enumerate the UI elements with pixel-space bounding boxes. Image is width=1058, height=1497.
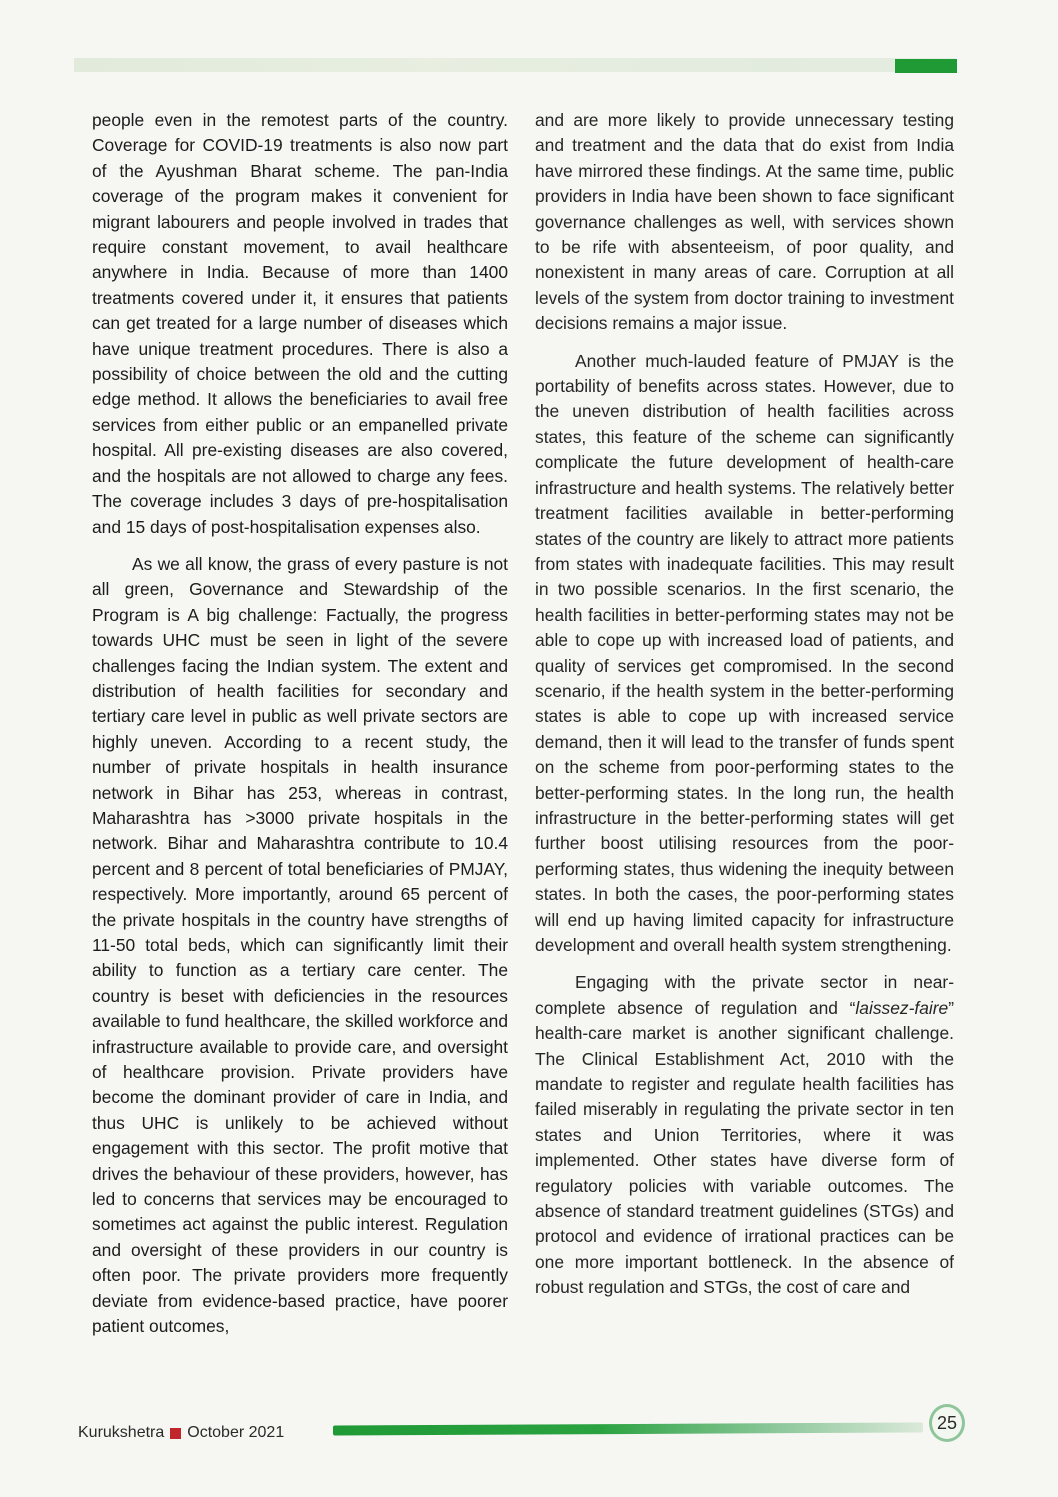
header-section-tab	[895, 59, 957, 73]
italic-term: laissez-faire	[855, 997, 949, 1018]
footer	[78, 1424, 284, 1442]
paragraph: people even in the remotest parts of the country. Coverage for COVID-19 treatments is also now part of the Ayushman Bharat scheme. The pan-India coverage of the program makes it convenient for migrant labourers and people involved in trades that require constant movement, to avail healthcare anywhere in India. Because of more than 1400 treatments covered under it, it ensures that patients can get treated for a large number of diseases which have unique treatment procedures. There is also a possibility of choice between the old and the cutting edge method. It allows the beneficiaries to avail free services from either public or an empanelled private hospital. All pre-existing diseases are also covered, and the hospitals are not allowed to charge any fees. The coverage includes 3 days of pre-hospitalisation and 15 days of post-hospitalisation expenses also.	[92, 110, 508, 537]
page-number: 25	[936, 1412, 958, 1433]
paragraph: and are more likely to provide unnecessary testing and treatment and the data that do exist from India have mirrored these findings. At the same time, public providers in India have been shown to face significant governance challenges as well, with services shown to be rife with absenteeism, of poor quality, and nonexistent in many areas of care. Corruption at all levels of the system from doctor training to investment decisions remains a major issue.	[535, 110, 954, 334]
magazine-name: Kurukshetra	[78, 1424, 165, 1441]
footer-decorative-bar	[333, 1422, 923, 1435]
page-number-badge	[929, 1404, 965, 1442]
paragraph-text: Engaging with the private sector in near-complete absence of regulation and “	[535, 972, 954, 1018]
paragraph-text: ” health-care market is another significant challenge. The Clinical Establishment Act, 2010 with the mandate to register and regulate health facilities has failed miserably in regulating the private sector in ten states and Union Territories, where it was implemented. Other states have diverse form of regulatory policies with variable outcomes. The absence of standard treatment guidelines (STGs) and protocol and evidence of irrational practices can be one more important bottleneck. In the absence of robust regulation and STGs, the cost of care and	[535, 997, 954, 1298]
paragraph	[535, 970, 954, 1300]
square-bullet-icon	[170, 1428, 181, 1439]
paragraph: As we all know, the grass of every pasture is not all green, Governance and Stewardship of the Program is A big challenge: Factually, the progress towards UHC must be seen in light of the severe challenges facing the Indian system. The extent and distribution of health facilities for secondary and tertiary care level in public as well private sectors are highly uneven. According to a recent study, the number of private hospitals in health insurance network in Bihar has 253, whereas in contrast, Maharashtra has >3000 private hospitals in the network. Bihar and Maharashtra contribute to 10.4 percent and 8 percent of total beneficiaries of PMJAY, respectively. More importantly, around 65 percent of the private hospitals in the country have strengths of 11-50 total beds, which can significantly limit their ability to function as a tertiary care center. The country is beset with deficiencies in the resources available to fund healthcare, the skilled workforce and infrastructure available to provide care, and oversight of healthcare provision. Private providers have become the dominant provider of care in India, and thus UHC is unlikely to be achieved without engagement with this sector. The profit motive that drives the behaviour of these providers, however, has led to concerns that services may be encouraged to sometimes act against the public interest. Regulation and oversight of these providers in our country is often poor. The private providers more frequently deviate from evidence-based practice, have poorer patient outcomes,	[92, 553, 508, 1337]
header-decorative-band	[74, 58, 956, 72]
issue-date: October 2021	[187, 1424, 285, 1441]
right-column	[535, 108, 954, 1301]
left-column	[92, 108, 508, 1340]
paragraph: Another much-lauded feature of PMJAY is the portability of benefits across states. However, due to the uneven distribution of health facilities across states, this feature of the scheme can significantly complicate the future development of health-care infrastructure and health systems. The relatively better treatment facilities available in better-performing states of the country are likely to attract more patients from states with inadequate facilities. This may result in two possible scenarios. In the first scenario, the health facilities in better-performing states may not be able to cope up with increased load of patients, and quality of services get compromised. In the second scenario, if the health system in the better-performing states is able to cope up with increased service demand, then it will lead to the transfer of funds spent on the scheme from poor-performing states to the better-performing states. In the long run, the health infrastructure in the better-performing states will get further boost utilising resources from the poor-performing states, thus widening the inequity between states. In both the cases, the poor-performing states will end up having limited capacity for infrastructure development and overall health system strengthening.	[535, 350, 954, 955]
